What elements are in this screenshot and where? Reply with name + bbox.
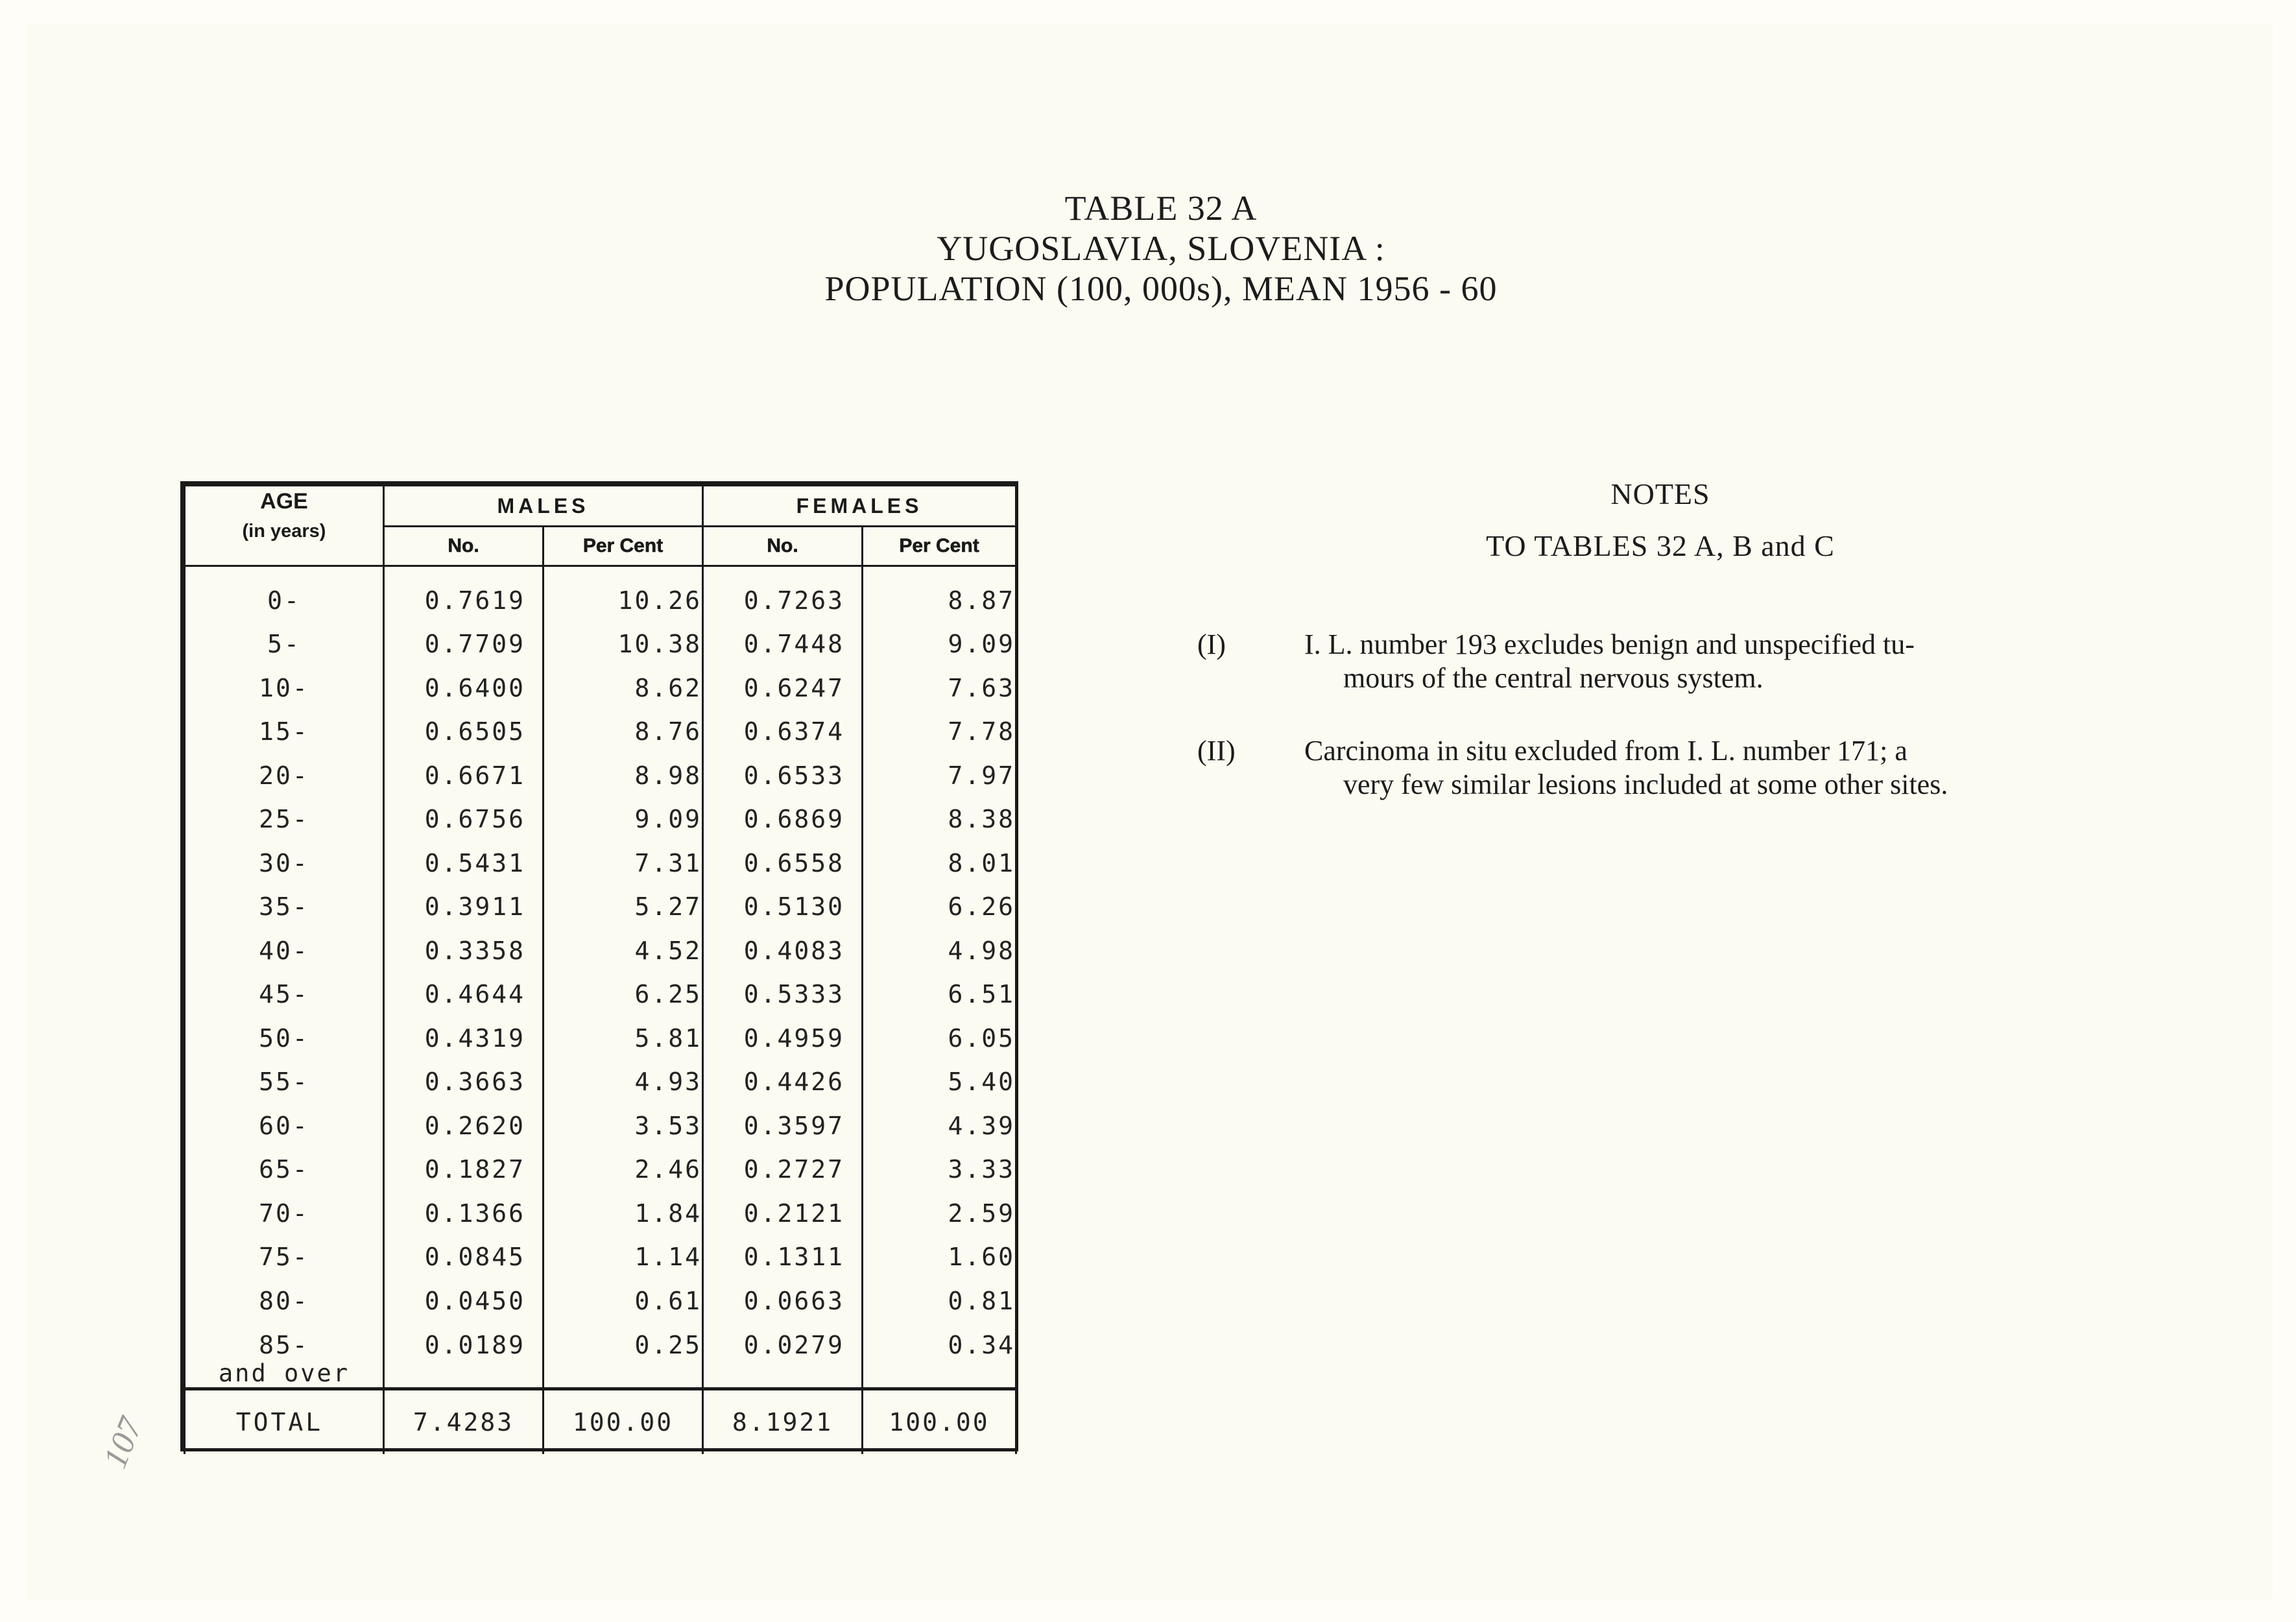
females-pc-cell: 2.59 (863, 1191, 1016, 1235)
age-cell-label: 85- (259, 1330, 309, 1359)
males-no-cell: 0.4319 (384, 1016, 544, 1060)
males-pc-cell: 5.27 (544, 885, 703, 929)
header-age-sub: (in years) (242, 521, 326, 542)
table-row (185, 973, 1016, 1017)
population-table-grid (184, 484, 1017, 1454)
males-no-cell: 0.6671 (384, 754, 544, 798)
males-no-cell: 0.5431 (384, 841, 544, 885)
total-row (185, 1389, 1016, 1454)
table-row (185, 566, 1016, 623)
females-no-cell: 0.2727 (703, 1148, 863, 1192)
table-title: TABLE 32 A (1064, 189, 1258, 228)
note-line: Carcinoma in situ excluded from I. L. number 171; a (1304, 735, 1907, 767)
total-label: TOTAL (185, 1389, 384, 1454)
females-pc-cell: 6.51 (863, 973, 1016, 1017)
females-pc-cell: 8.38 (863, 798, 1016, 842)
table-region: YUGOSLAVIA, SLOVENIA : (937, 229, 1385, 268)
males-pc-cell: 5.81 (544, 1016, 703, 1060)
males-no-cell: 0.4644 (384, 973, 544, 1017)
table-row (185, 1279, 1016, 1323)
header-age (185, 486, 384, 566)
header-males-no: No. (384, 527, 544, 566)
total-males-pc: 100.00 (544, 1389, 703, 1454)
age-cell: 20- (185, 754, 384, 798)
table-subtitle: POPULATION (100, 000s), MEAN 1956 - 60 (824, 269, 1498, 308)
males-no-cell: 0.2620 (384, 1104, 544, 1148)
age-cell: 50- (185, 1016, 384, 1060)
table-row (185, 1191, 1016, 1235)
age-cell: 5- (185, 623, 384, 667)
females-no-cell: 0.0663 (703, 1279, 863, 1323)
females-no-cell: 0.1311 (703, 1235, 863, 1280)
females-pc-cell: 8.87 (863, 566, 1016, 623)
age-cell: 15- (185, 710, 384, 754)
table-row (185, 623, 1016, 667)
age-cell: 35- (185, 885, 384, 929)
table-row (185, 1016, 1016, 1060)
males-pc-cell: 4.93 (544, 1060, 703, 1104)
table-row (185, 666, 1016, 710)
females-pc-cell: 6.26 (863, 885, 1016, 929)
header-males: MALES (384, 486, 703, 527)
males-pc-cell: 8.98 (544, 754, 703, 798)
age-cell: 65- (185, 1148, 384, 1192)
females-pc-cell: 3.33 (863, 1148, 1016, 1192)
females-pc-cell: 7.97 (863, 754, 1016, 798)
total-females-pc: 100.00 (863, 1389, 1016, 1454)
females-pc-cell: 5.40 (863, 1060, 1016, 1104)
females-no-cell: 0.0279 (703, 1323, 863, 1389)
females-no-cell: 0.4959 (703, 1016, 863, 1060)
females-no-cell: 0.6558 (703, 841, 863, 885)
males-pc-cell: 7.31 (544, 841, 703, 885)
age-cell: 30- (185, 841, 384, 885)
age-cell-extra: and over (218, 1359, 350, 1387)
females-pc-cell: 9.09 (863, 623, 1016, 667)
males-pc-cell: 10.26 (544, 566, 703, 623)
females-pc-cell: 7.78 (863, 710, 1016, 754)
header-females-no: No. (703, 527, 863, 566)
header-age-label: AGE (260, 489, 308, 514)
table-row (185, 1323, 1016, 1389)
females-no-cell: 0.6869 (703, 798, 863, 842)
table-row (185, 710, 1016, 754)
table-row (185, 841, 1016, 885)
males-no-cell: 0.6400 (384, 666, 544, 710)
females-no-cell: 0.5333 (703, 973, 863, 1017)
table-row (185, 1235, 1016, 1280)
males-pc-cell: 1.14 (544, 1235, 703, 1280)
males-no-cell: 0.0845 (384, 1235, 544, 1280)
males-no-cell: 0.1827 (384, 1148, 544, 1192)
females-no-cell: 0.5130 (703, 885, 863, 929)
age-cell: 70- (185, 1191, 384, 1235)
table-row (185, 1104, 1016, 1148)
note-line: very few similar lesions included at some other sites. (1343, 769, 1948, 800)
pencil-page-number: 107 (96, 1413, 150, 1473)
age-cell: 80- (185, 1279, 384, 1323)
males-pc-cell: 0.25 (544, 1323, 703, 1389)
females-pc-cell: 6.05 (863, 1016, 1016, 1060)
males-no-cell: 0.3911 (384, 885, 544, 929)
males-pc-cell: 3.53 (544, 1104, 703, 1148)
header-females-per-cent: Per Cent (863, 527, 1016, 566)
females-no-cell: 0.3597 (703, 1104, 863, 1148)
males-no-cell: 0.1366 (384, 1191, 544, 1235)
females-no-cell: 0.2121 (703, 1191, 863, 1235)
age-cell: 75- (185, 1235, 384, 1280)
females-no-cell: 0.6247 (703, 666, 863, 710)
males-pc-cell: 9.09 (544, 798, 703, 842)
females-pc-cell: 0.34 (863, 1323, 1016, 1389)
males-no-cell: 0.3663 (384, 1060, 544, 1104)
header-females: FEMALES (703, 486, 1016, 527)
females-no-cell: 0.4083 (703, 929, 863, 973)
males-no-cell: 0.6756 (384, 798, 544, 842)
note-line: mours of the central nervous system. (1343, 662, 1764, 694)
males-pc-cell: 10.38 (544, 623, 703, 667)
males-no-cell: 0.0189 (384, 1323, 544, 1389)
table-row (185, 798, 1016, 842)
males-pc-cell: 0.61 (544, 1279, 703, 1323)
note-number: (I) (1197, 628, 1226, 660)
age-cell: 45- (185, 973, 384, 1017)
males-pc-cell: 6.25 (544, 973, 703, 1017)
table-row (185, 1148, 1016, 1192)
males-no-cell: 0.6505 (384, 710, 544, 754)
age-cell (185, 1323, 384, 1389)
total-females-no: 8.1921 (703, 1389, 863, 1454)
females-no-cell: 0.7448 (703, 623, 863, 667)
males-no-cell: 0.0450 (384, 1279, 544, 1323)
males-pc-cell: 8.62 (544, 666, 703, 710)
age-cell: 10- (185, 666, 384, 710)
header-males-per-cent: Per Cent (544, 527, 703, 566)
table-row (185, 754, 1016, 798)
total-males-no: 7.4283 (384, 1389, 544, 1454)
females-no-cell: 0.6533 (703, 754, 863, 798)
females-no-cell: 0.4426 (703, 1060, 863, 1104)
note-line: I. L. number 193 excludes benign and unspecified tu- (1304, 628, 1915, 660)
females-no-cell: 0.7263 (703, 566, 863, 623)
table-row (185, 1060, 1016, 1104)
age-cell: 60- (185, 1104, 384, 1148)
table-row (185, 885, 1016, 929)
note-number: (II) (1197, 735, 1236, 767)
males-pc-cell: 1.84 (544, 1191, 703, 1235)
males-pc-cell: 4.52 (544, 929, 703, 973)
note-text (1304, 734, 2141, 802)
females-pc-cell: 7.63 (863, 666, 1016, 710)
notes-subtitle: TO TABLES 32 A, B and C (1486, 529, 1835, 562)
males-pc-cell: 2.46 (544, 1148, 703, 1192)
females-pc-cell: 8.01 (863, 841, 1016, 885)
table-row (185, 929, 1016, 973)
notes-title: NOTES (1610, 477, 1710, 510)
females-pc-cell: 1.60 (863, 1235, 1016, 1280)
females-pc-cell: 4.98 (863, 929, 1016, 973)
note-text (1304, 628, 2141, 695)
age-cell: 0- (185, 566, 384, 623)
age-cell: 25- (185, 798, 384, 842)
males-pc-cell: 8.76 (544, 710, 703, 754)
males-no-cell: 0.7709 (384, 623, 544, 667)
males-no-cell: 0.7619 (384, 566, 544, 623)
population-table (180, 481, 1018, 1451)
table-title-block (752, 188, 1570, 309)
age-cell: 55- (185, 1060, 384, 1104)
age-cell: 40- (185, 929, 384, 973)
females-pc-cell: 4.39 (863, 1104, 1016, 1148)
females-no-cell: 0.6374 (703, 710, 863, 754)
males-no-cell: 0.3358 (384, 929, 544, 973)
females-pc-cell: 0.81 (863, 1279, 1016, 1323)
